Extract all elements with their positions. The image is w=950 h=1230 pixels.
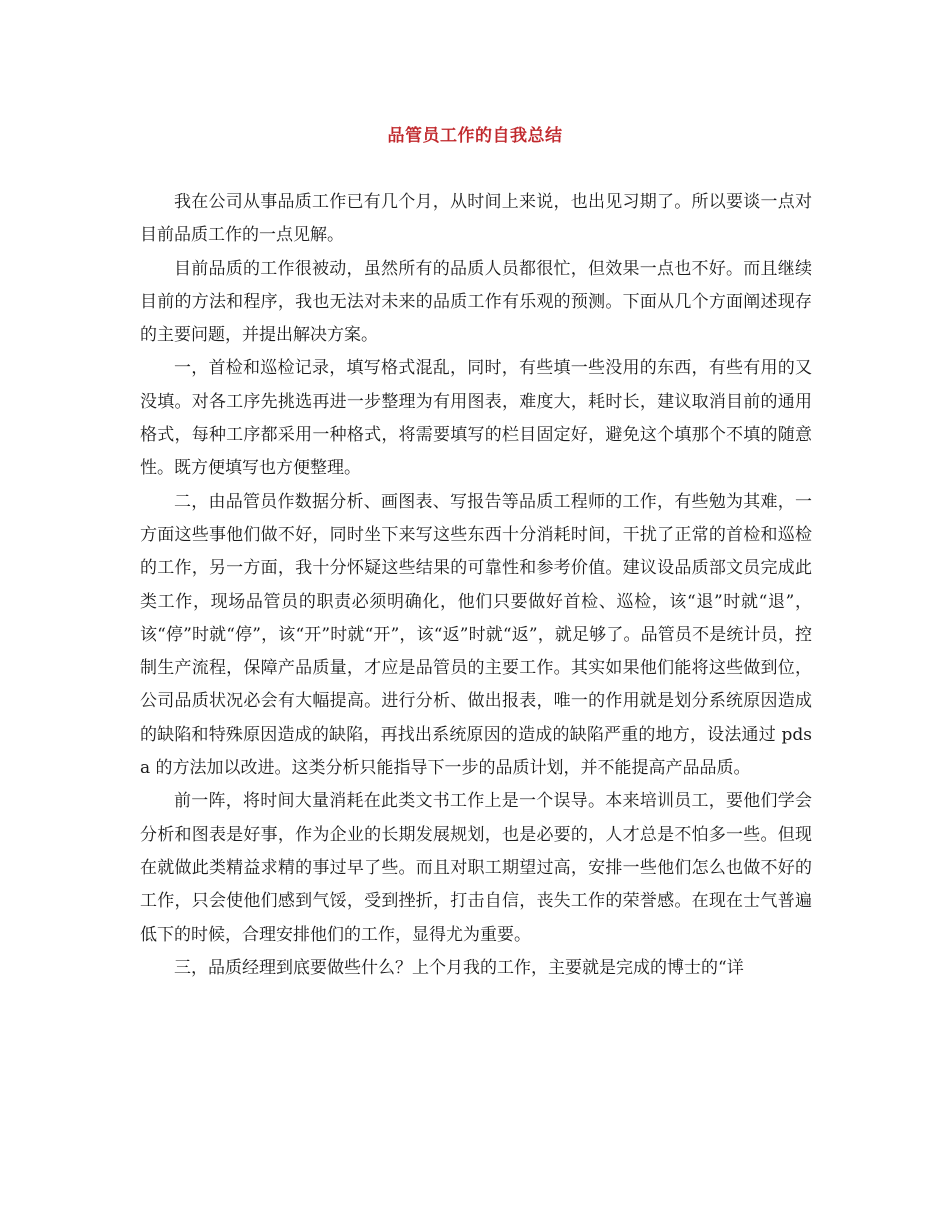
paragraph-point-one: 一，首检和巡检记录，填写格式混乱，同时，有些填一些没用的东西，有些有用的又没填。对各工序先挑选再进一步整理为有用图表，难度大，耗时长，建议取消目前的通用格式，每种工序都采用一种格式，将需要填写的栏目固定好，避免这个填那个不填的随意性。既方便填写也方便整理。 [140,358,812,479]
document-title: 品管员工作的自我总结 [387,126,563,146]
paragraph-intro: 我在公司从事品质工作已有几个月，从时间上来说，也出见习期了。所以要谈一点对目前品质工作的一点见解。 [140,192,812,246]
paragraph-point-three: 三，品质经理到底要做些什么？上个月我的工作，主要就是完成的博士的“详 [174,957,744,978]
paragraph-point-two: 二，由品管员作数据分析、画图表、写报告等品质工程师的工作，有些勉为其难，一方面这些事他们做不好，同时坐下来写这些东西十分消耗时间，干扰了正常的首检和巡检的工作，另一方面，我十分怀疑这些结果的可靠性和参考价值。建议设品质部文员完成此类工作，现场品管员的职责必须明确化，他们只要做好首检、巡检，该“退”时就“退”，该“停”时就“停”，该“开”时就“开”，该“返”时就“返”，就足够了。品管员不是统计员，控制生产流程，保障产品质量，才应是品管员的主要工作。其实如果他们能将这些做到位，公司品质状况必会有大幅提高。进行分析、做出报表，唯一的作用就是划分系统原因造成的缺陷和特殊原因造成的缺陷，再找出系统原因的造成的缺陷严重的地方，设法通过 pdsa 的方法加以改进。这类分析只能指导下一步的品质计划，并不能提高产品品质。 [140,491,812,779]
paragraph-current-situation: 目前品质的工作很被动，虽然所有的品质人员都很忙，但效果一点也不好。而且继续目前的方法和程序，我也无法对未来的品质工作有乐观的预测。下面从几个方面阐述现存的主要问题，并提出解决方案。 [140,258,812,346]
paragraph-misdirection: 前一阵，将时间大量消耗在此类文书工作上是一个误导。本来培训员工，要他们学会分析和图表是好事，作为企业的长期发展规划，也是必要的，人才总是不怕多一些。但现在就做此类精益求精的事过早了些。而且对职工期望过高，安排一些他们怎么也做不好的工作，只会使他们感到气馁，受到挫折，打击自信，丧失工作的荣誉感。在现在士气普遍低下的时候，合理安排他们的工作，显得尤为重要。 [140,791,812,945]
document-body [140,186,812,985]
